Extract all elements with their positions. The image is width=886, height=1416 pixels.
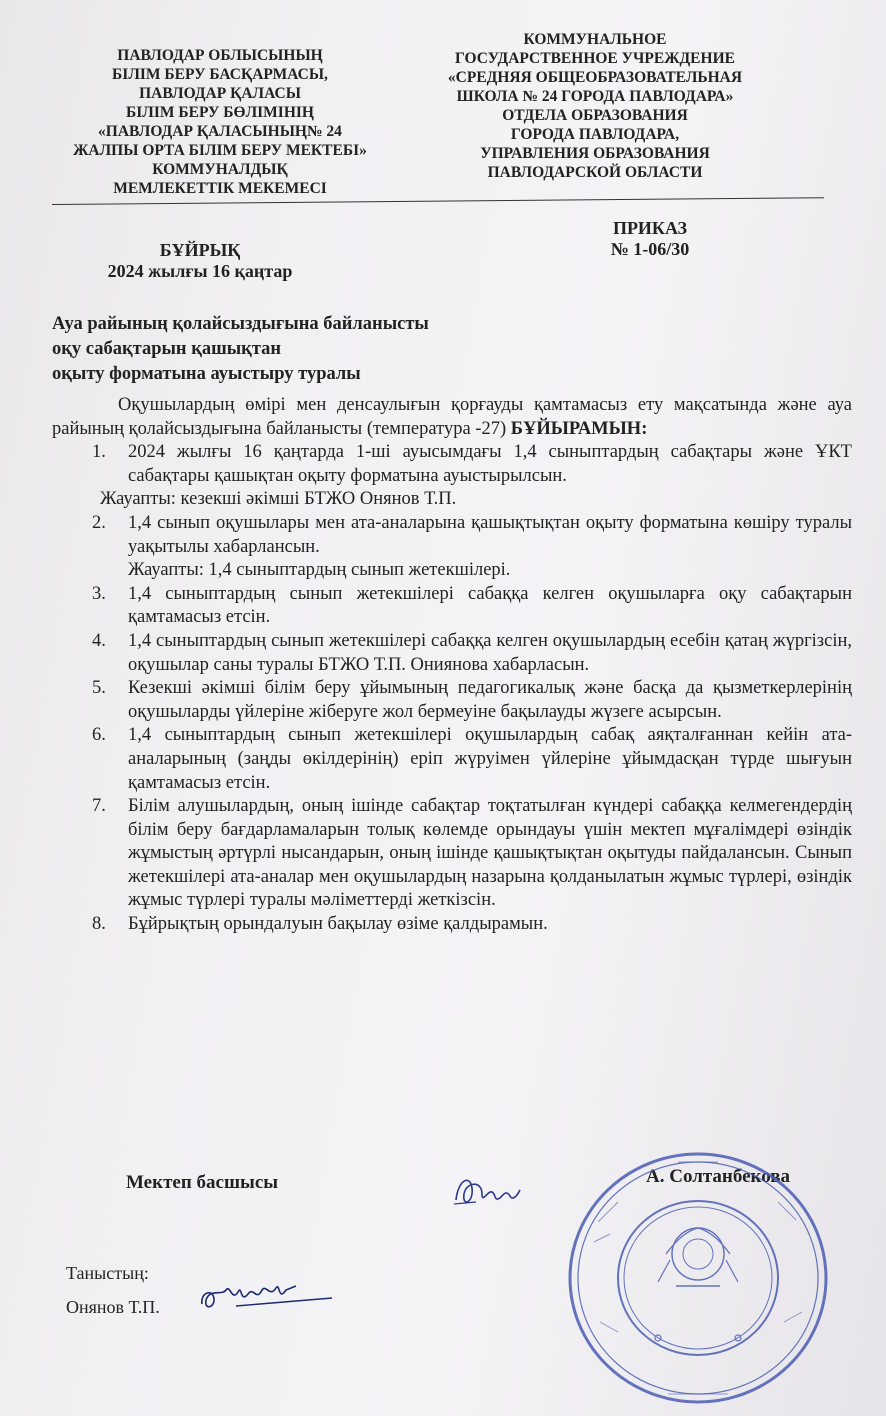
item-number: 1. (92, 442, 106, 463)
ack-name: Онянов Т.П. (66, 1297, 160, 1317)
item-text: 1,4 сыныптардың сынып жетекшілері сабаққа келген оқушыларға оқу сабақтарын қамтамасыз етсін. (128, 583, 852, 628)
item-number: 5. (92, 678, 106, 699)
document-title (52, 312, 612, 387)
header-ru-line: ШКОЛА № 24 ГОРОДА ПАВЛОДАРА» (456, 88, 734, 105)
header-kz-line: ПАВЛОДАР ОБЛЫСЫНЫҢ (117, 47, 323, 64)
item-number: 8. (92, 914, 106, 935)
header-kz-line: МЕМЛЕКЕТТІК МЕКЕМЕСІ (113, 180, 327, 197)
intro-paragraph (52, 394, 852, 441)
item-number: 4. (92, 630, 106, 651)
header-ru-line: ГОСУДАРСТВЕННОЕ УЧРЕЖДЕНИЕ (455, 50, 735, 67)
ack-signature-icon (196, 1268, 336, 1328)
intro-command: БҰЙЫРАМЫН: (510, 418, 648, 439)
header-kz-line: ЖАЛПЫ ОРТА БІЛІМ БЕРУ МЕКТЕБІ» (73, 142, 367, 159)
header-kazakh (40, 46, 400, 198)
document-body (52, 394, 852, 937)
order-russian (560, 218, 740, 260)
header-ru-line: ГОРОДА ПАВЛОДАРА, (510, 126, 680, 143)
order-number: № 1-06/30 (610, 239, 690, 259)
order-item (52, 630, 852, 677)
order-word-ru: ПРИКАЗ (612, 218, 688, 238)
header-kz-line: БІЛІМ БЕРУ БӨЛІМІНІҢ (126, 104, 314, 121)
signature-title: Мектеп басшысы (126, 1172, 279, 1193)
order-item (52, 795, 852, 913)
item-text: Кезекші әкімші білім беру ұйымының педагогикалық және басқа да қызметкерлерінің оқушыларды үйлеріне жіберуге жол бермеуіне бақылауды жүзеге асырсын. (128, 678, 852, 722)
header-ru-line: ОТДЕЛА ОБРАЗОВАНИЯ (502, 107, 688, 124)
order-kazakh (60, 240, 340, 282)
official-seal-icon (558, 1142, 838, 1412)
title-line: Ауа райының қолайсыздығына байланысты (52, 314, 429, 334)
header-ru-line: УПРАВЛЕНИЯ ОБРАЗОВАНИЯ (480, 145, 710, 162)
order-item (52, 677, 852, 724)
header-kz-line: ПАВЛОДАР ҚАЛАСЫ (139, 85, 301, 102)
header-divider (52, 197, 824, 205)
ack-label: Таныстың: (66, 1263, 149, 1283)
item-number: 6. (92, 725, 106, 746)
responsible-text: Жауапты: 1,4 сыныптардың сынып жетекшілері. (128, 560, 511, 581)
responsible-text: Жауапты: кезекші әкімші БТЖО Онянов Т.П. (100, 489, 457, 510)
item-number: 2. (92, 512, 106, 533)
signature-name: А. Солтанбекова (646, 1166, 791, 1187)
order-item (52, 441, 852, 488)
acknowledgement (66, 1256, 160, 1324)
intro-text: Оқушылардың өмірі мен денсаулығын қорғауды қамтамасыз ету мақсатында және ауа райының қолайсыздығына байланысты (температура -27) (52, 395, 852, 439)
header-ru-line: «СРЕДНЯЯ ОБЩЕОБРАЗОВАТЕЛЬНАЯ (447, 69, 743, 86)
order-word-kz: БҰЙРЫҚ (159, 240, 241, 260)
header-kz-line: «ПАВЛОДАР ҚАЛАСЫНЫҢ№ 24 (98, 123, 342, 140)
header-russian (410, 30, 780, 182)
item-text: 2024 жылғы 16 қаңтарда 1-ші ауысымдағы 1,4 сыныптардың сабақтары және ҰКТ сабақтары қашықтан оқыту форматына ауыстырылсын. (128, 442, 852, 486)
order-item (52, 583, 852, 630)
item-text: 1,4 сынып оқушылары мен ата-аналарына қашықтықтан оқыту форматына көшіру туралы уақытылы хабарлансын. (128, 512, 852, 557)
item-text: Бұйрықтың орындалуын бақылау өзіме қалдырамын. (128, 914, 548, 935)
title-line: оқу сабақтарын қашықтан (52, 339, 282, 359)
order-item (52, 512, 852, 559)
item-number: 3. (92, 583, 106, 604)
title-line: оқыту форматына ауыстыру туралы (52, 364, 361, 384)
item-number: 7. (92, 796, 106, 817)
item-text: 1,4 сыныптардың сынып жетекшілері оқушылардың сабақ аяқталғаннан кейін ата-аналарының (заңды өкілдерінің) еріп жүруімен үйлеріне ұйымдасқан түрде шығуын қамтамасыз етсін. (128, 725, 852, 793)
header-kz-line: КОММУНАЛДЫҚ (152, 161, 288, 178)
header-ru-line: ПАВЛОДАРСКОЙ ОБЛАСТИ (487, 164, 703, 181)
order-date: 2024 жылғы 16 қаңтар (107, 261, 293, 281)
responsible-line (52, 559, 852, 583)
item-text: 1,4 сыныптардың сынып жетекшілері сабаққа келген оқушылардың есебін қатаң жүргізсін, оқушылар саны туралы БТЖО Т.П. Ониянова хабарласын. (128, 630, 852, 675)
header-kz-line: БІЛІМ БЕРУ БАСҚАРМАСЫ, (112, 66, 328, 83)
order-item (52, 913, 852, 937)
order-item (52, 724, 852, 795)
director-signature-icon (448, 1160, 528, 1220)
header-ru-line: КОММУНАЛЬНОЕ (523, 31, 667, 48)
responsible-line (52, 488, 852, 512)
order-items (52, 441, 852, 936)
item-text: Білім алушылардың, оның ішінде сабақтар тоқтатылған күндері сабаққа келмегендердің білім беру бағдарламаларын толық көлемде орындауы үшін мектеп мұғалімдері өзіндік жұмыстың әртүрлі нысандарын, оның ішінде қашықтықтан оқытуды пайдалансын. Сынып жетекшілері ата-аналар мен оқушылардың назарына қолданылатын жұмыс түрлері, өзіндік жұмыс түрлері туралы мәліметтерді жеткізсін. (128, 796, 852, 911)
